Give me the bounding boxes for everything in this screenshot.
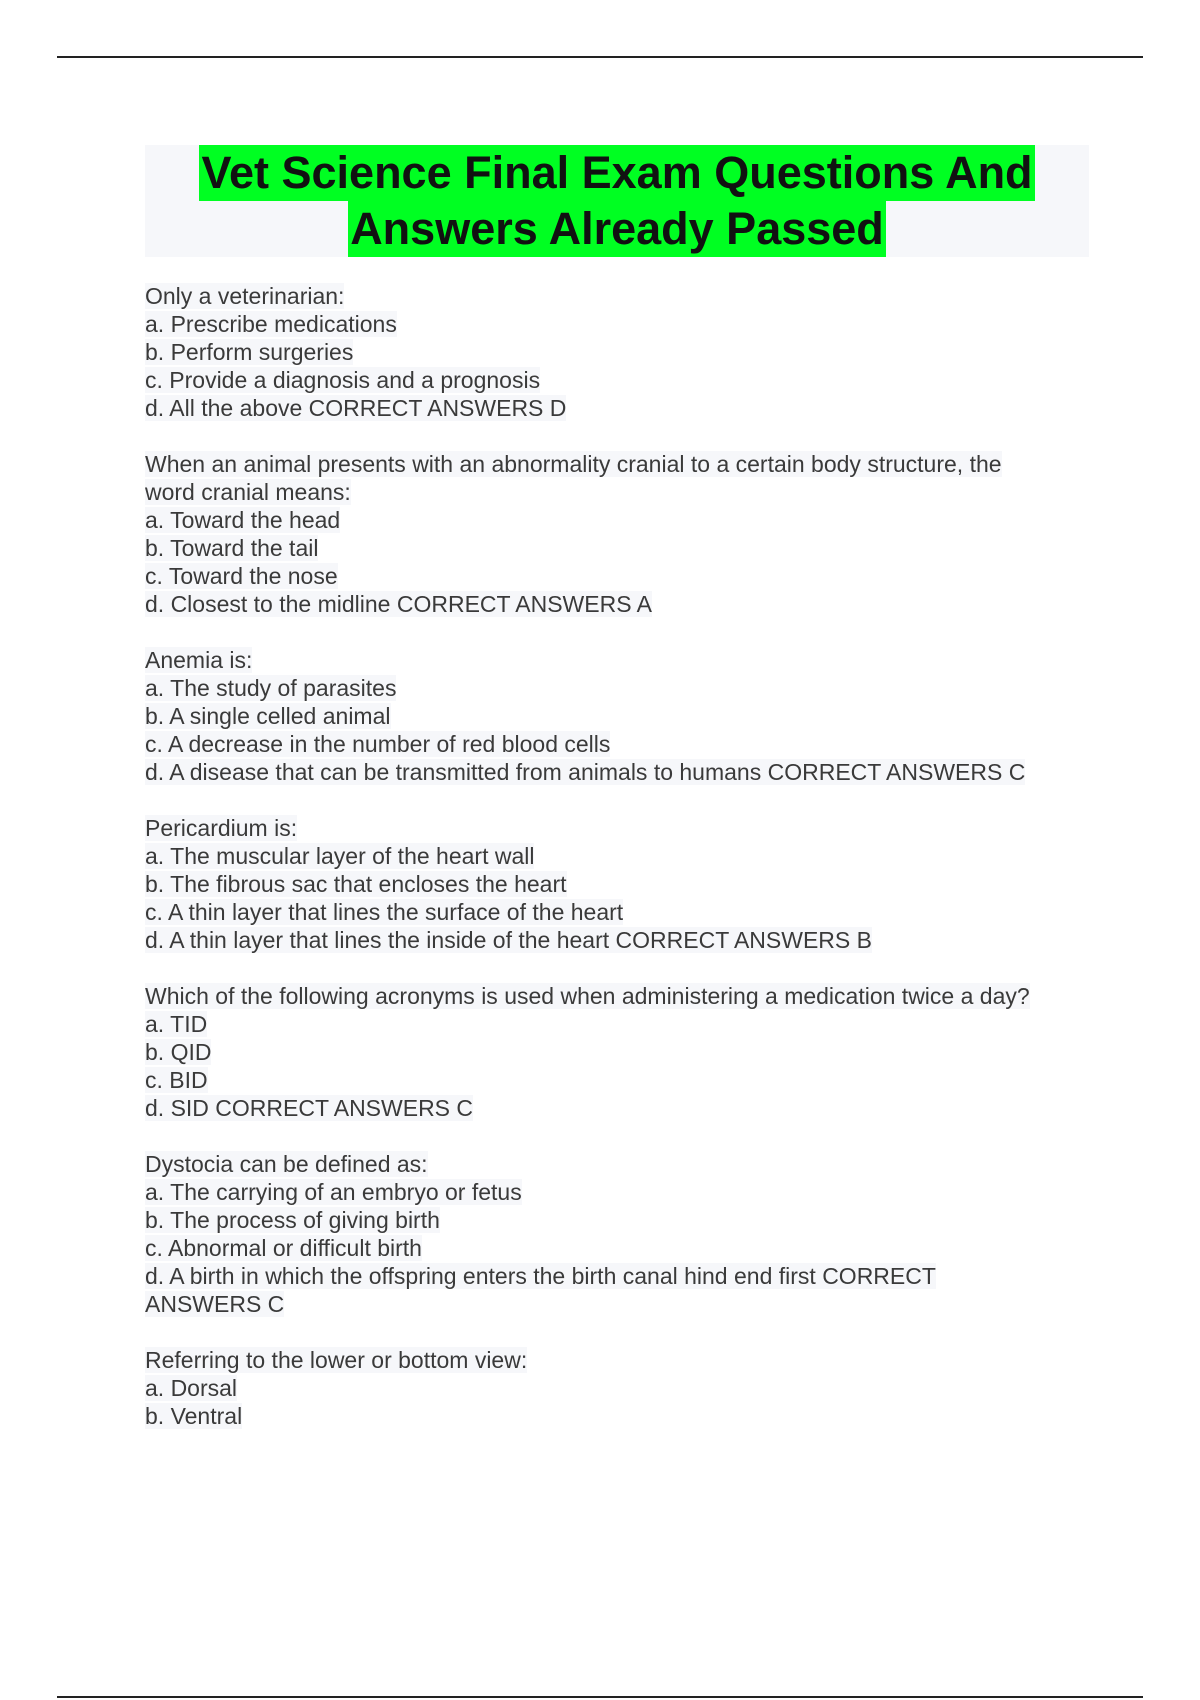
question-text: Anemia is:: [145, 647, 253, 673]
document-title: [145, 145, 1089, 257]
question-block: [145, 1150, 1085, 1318]
answer-option: d. A thin layer that lines the inside of the heart CORRECT ANSWERS B: [145, 927, 872, 953]
answer-option: b. Toward the tail: [145, 535, 319, 561]
answer-option: b. Ventral: [145, 1403, 243, 1429]
question-block: [145, 1346, 1085, 1430]
answer-option: a. The carrying of an embryo or fetus: [145, 1179, 522, 1205]
question-text: Pericardium is:: [145, 815, 298, 841]
question-text: Which of the following acronyms is used when administering a medication twice a day?: [145, 983, 1030, 1009]
answer-option: a. The muscular layer of the heart wall: [145, 843, 535, 869]
answer-option: b. The process of giving birth: [145, 1207, 440, 1233]
question-block: [145, 646, 1085, 786]
question-text: Referring to the lower or bottom view:: [145, 1347, 528, 1373]
answer-option: c. Toward the nose: [145, 563, 338, 589]
answer-option: d. A birth in which the offspring enters the birth canal hind end first CORRECT: [145, 1263, 936, 1289]
answer-option: a. The study of parasites: [145, 675, 397, 701]
answer-option: b. QID: [145, 1039, 212, 1065]
answer-option: d. All the above CORRECT ANSWERS D: [145, 395, 567, 421]
question-text: When an animal presents with an abnormality cranial to a certain body structure, the: [145, 451, 1002, 477]
answer-option: d. Closest to the midline CORRECT ANSWERS A: [145, 591, 653, 617]
answer-option: a. Dorsal: [145, 1375, 238, 1401]
answer-option: d. SID CORRECT ANSWERS C: [145, 1095, 474, 1121]
answer-option: c. Provide a diagnosis and a prognosis: [145, 367, 541, 393]
answer-option: ANSWERS C: [145, 1291, 285, 1317]
question-block: [145, 982, 1085, 1122]
footer-rule: [57, 1696, 1143, 1698]
header-rule: [57, 56, 1143, 58]
question-block: [145, 450, 1085, 618]
title-line-2: Answers Already Passed: [348, 201, 886, 257]
title-line-1: Vet Science Final Exam Questions And: [199, 145, 1034, 201]
answer-option: a. Prescribe medications: [145, 311, 397, 337]
answer-option: c. BID: [145, 1067, 208, 1093]
answer-option: b. A single celled animal: [145, 703, 391, 729]
question-text: Dystocia can be defined as:: [145, 1151, 428, 1177]
answer-option: a. TID: [145, 1011, 208, 1037]
question-text: word cranial means:: [145, 479, 351, 505]
question-text: Only a veterinarian:: [145, 283, 345, 309]
question-block: [145, 282, 1085, 422]
answer-option: c. A thin layer that lines the surface of the heart: [145, 899, 624, 925]
answer-option: b. The fibrous sac that encloses the heart: [145, 871, 567, 897]
questions-list: [145, 282, 1085, 1458]
answer-option: d. A disease that can be transmitted from animals to humans CORRECT ANSWERS C: [145, 759, 1026, 785]
answer-option: b. Perform surgeries: [145, 339, 354, 365]
answer-option: c. Abnormal or difficult birth: [145, 1235, 422, 1261]
answer-option: a. Toward the head: [145, 507, 341, 533]
question-block: [145, 814, 1085, 954]
answer-option: c. A decrease in the number of red blood cells: [145, 731, 611, 757]
